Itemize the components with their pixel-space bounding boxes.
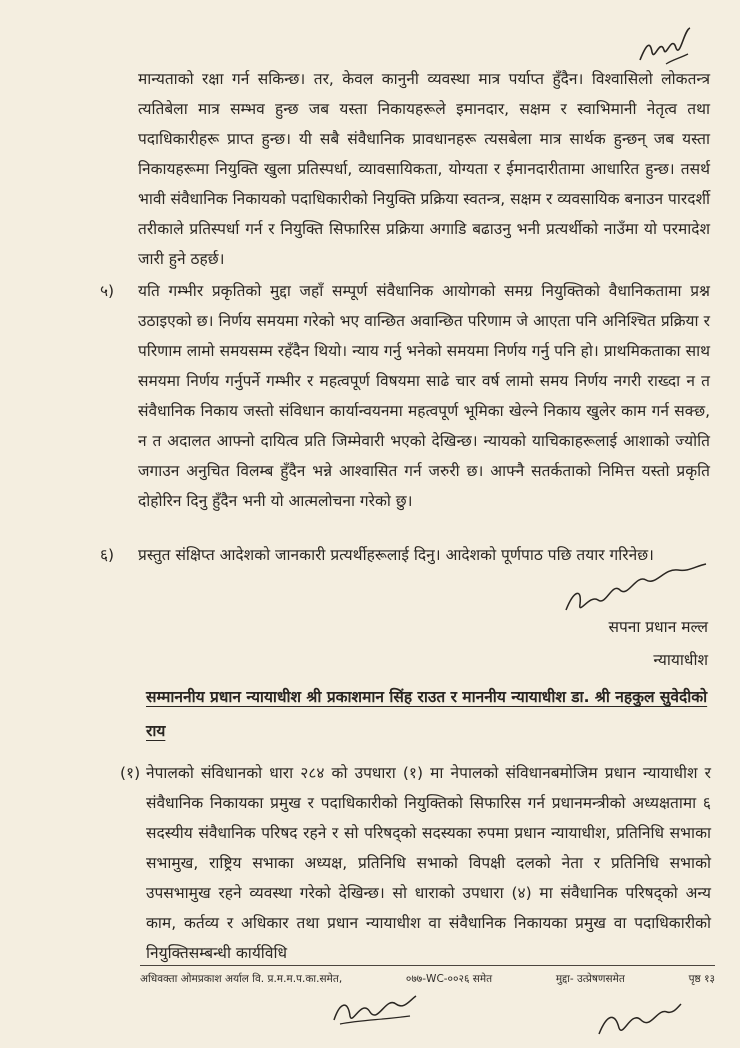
paragraph-continued: मान्यताको रक्षा गर्न सकिन्छ। तर, केवल कानुनी व्यवस्था मात्र पर्याप्त हुँदैन। विश्वासिलो लोकतन्त्र त्यतिबेला मात्र सम्भव हुन्छ जब यस्ता निकायहरूले इमानदार, सक्षम र स्वाभिमानी नेतृत्व तथा पदाधिकारीहरू प्राप्त हुन्छ। यी सबै संवैधानिक प्रावधानहरू त्यसबेला मात्र सार्थक हुन्छन् जब यस्ता निकायहरूमा नियुक्ति खुला प्रतिस्पर्धा, व्यावसायिकता, योग्यता र ईमानदारीतामा आधारित हुन्छ। तसर्थ भावी संवैधानिक निकायको पदाधिकारीको नियुक्ति प्रक्रिया स्वतन्त्र, सक्षम र व्यवसायिक बनाउन पारदर्शी तरीकाले प्रतिस्पर्धा गर्न र नियुक्ति सिफारिस प्रक्रिया अगाडि बढाउनु भनी प्रत्यर्थीको नाउँमा यो परमादेश जारी हुने ठहर्छ। — [138, 70, 710, 268]
footer-signature-right — [595, 1000, 685, 1040]
item-5-number: ५) — [100, 282, 115, 300]
item-1-number: (१) — [120, 764, 141, 782]
footer-number: ०७७-WC-००२६ समेत — [405, 973, 493, 985]
signatory-title: न्यायाधीश — [653, 651, 708, 669]
item-5-text: यति गम्भीर प्रकृतिको मुद्दा जहाँ सम्पूर्ण संवैधानिक आयोगको समग्र नियुक्तिको वैधानिकतामा प्रश्न उठाइएको छ। निर्णय समयमा गरेको भए वान्छित अवान्छित परिणाम जे आएता पनि अनिश्चित प्रक्रिया र परिणाम लामो समयसम्म रहँदैन थियो। न्याय गर्नु भनेको समयमा निर्णय गर्नु पनि हो। प्राथमिकताका साथ समयमा निर्णय गर्नुपर्ने गम्भीर र महत्वपूर्ण विषयमा साढे चार वर्ष लामो समय निर्णय नगरी राख्दा न त संवैधानिक निकाय जस्तो संविधान कार्यान्वयनमा महत्वपूर्ण भूमिका खेल्ने निकाय खुलेर काम गर्न सक्छ, न त अदालत आफ्नो दायित्व प्रति जिम्मेवारी भएको देखिन्छ। न्यायको याचिकाहरूलाई आशाको ज्योति जगाउन अनुचित विलम्ब हुँदैन भन्ने आश्वासित गर्न जरुरी छ। आफ्नै सतर्कताको निमित्त यस्तो प्रकृति दोहोरिन दिनु हुँदैन भनी यो आत्मलोचना गरेको छु। — [138, 282, 710, 510]
footer-case: अधिवक्ता ओमप्रकाश अर्याल वि. प्र.म.म.प.का.समेत, — [140, 973, 343, 985]
opinion-heading: सम्माननीय प्रधान न्यायाधीश श्री प्रकाशमान सिंह राउत र माननीय न्यायाधीश डा. श्री नहकुल सुवेदीको राय — [146, 688, 708, 740]
handwritten-signature — [560, 560, 710, 620]
item-1-text: नेपालको संविधानको धारा २८४ को उपधारा (१) मा नेपालको संविधानबमोजिम प्रधान न्यायाधीश र संवैधानिक निकायका प्रमुख र पदाधिकारीको नियुक्तिको सिफारिस गर्न प्रधानमन्त्रीको अध्यक्षतामा ६ सदस्यीय संवैधानिक परिषद रहने र सो परिषद्को सदस्यका रुपमा प्रधान न्यायाधीश, प्रतिनिधि सभाका सभामुख, राष्ट्रिय सभाका अध्यक्ष, प्रतिनिधि सभाको विपक्षी दलको नेता र प्रतिनिधि सभाको उपसभामुख रहने व्यवस्था गरेको देखिन्छ। सो धाराको उपधारा (४) मा संवैधानिक परिषद्को अन्य काम, कर्तव्य र अधिकार तथा प्रधान न्यायाधीश वा संवैधानिक निकायका प्रमुख वा पदाधिकारीको नियुक्तिसम्बन्धी कार्यविधि — [146, 764, 711, 962]
footer-divider — [140, 965, 715, 966]
item-6-text: प्रस्तुत संक्षिप्त आदेशको जानकारी प्रत्यर्थीहरूलाई दिनु। आदेशको पूर्णपाठ पछि तयार गरिनेछ। — [138, 546, 654, 564]
item-6-number: ६) — [100, 546, 115, 564]
footer-page: पृष्ठ १३ — [688, 973, 715, 985]
footer-subject: मुद्दा- उत्प्रेषणसमेत — [555, 973, 625, 985]
initials-signature-top — [636, 20, 696, 70]
footer-signature-left — [330, 990, 420, 1030]
signatory-name: सपना प्रधान मल्ल — [608, 618, 708, 636]
page-footer — [140, 972, 715, 986]
